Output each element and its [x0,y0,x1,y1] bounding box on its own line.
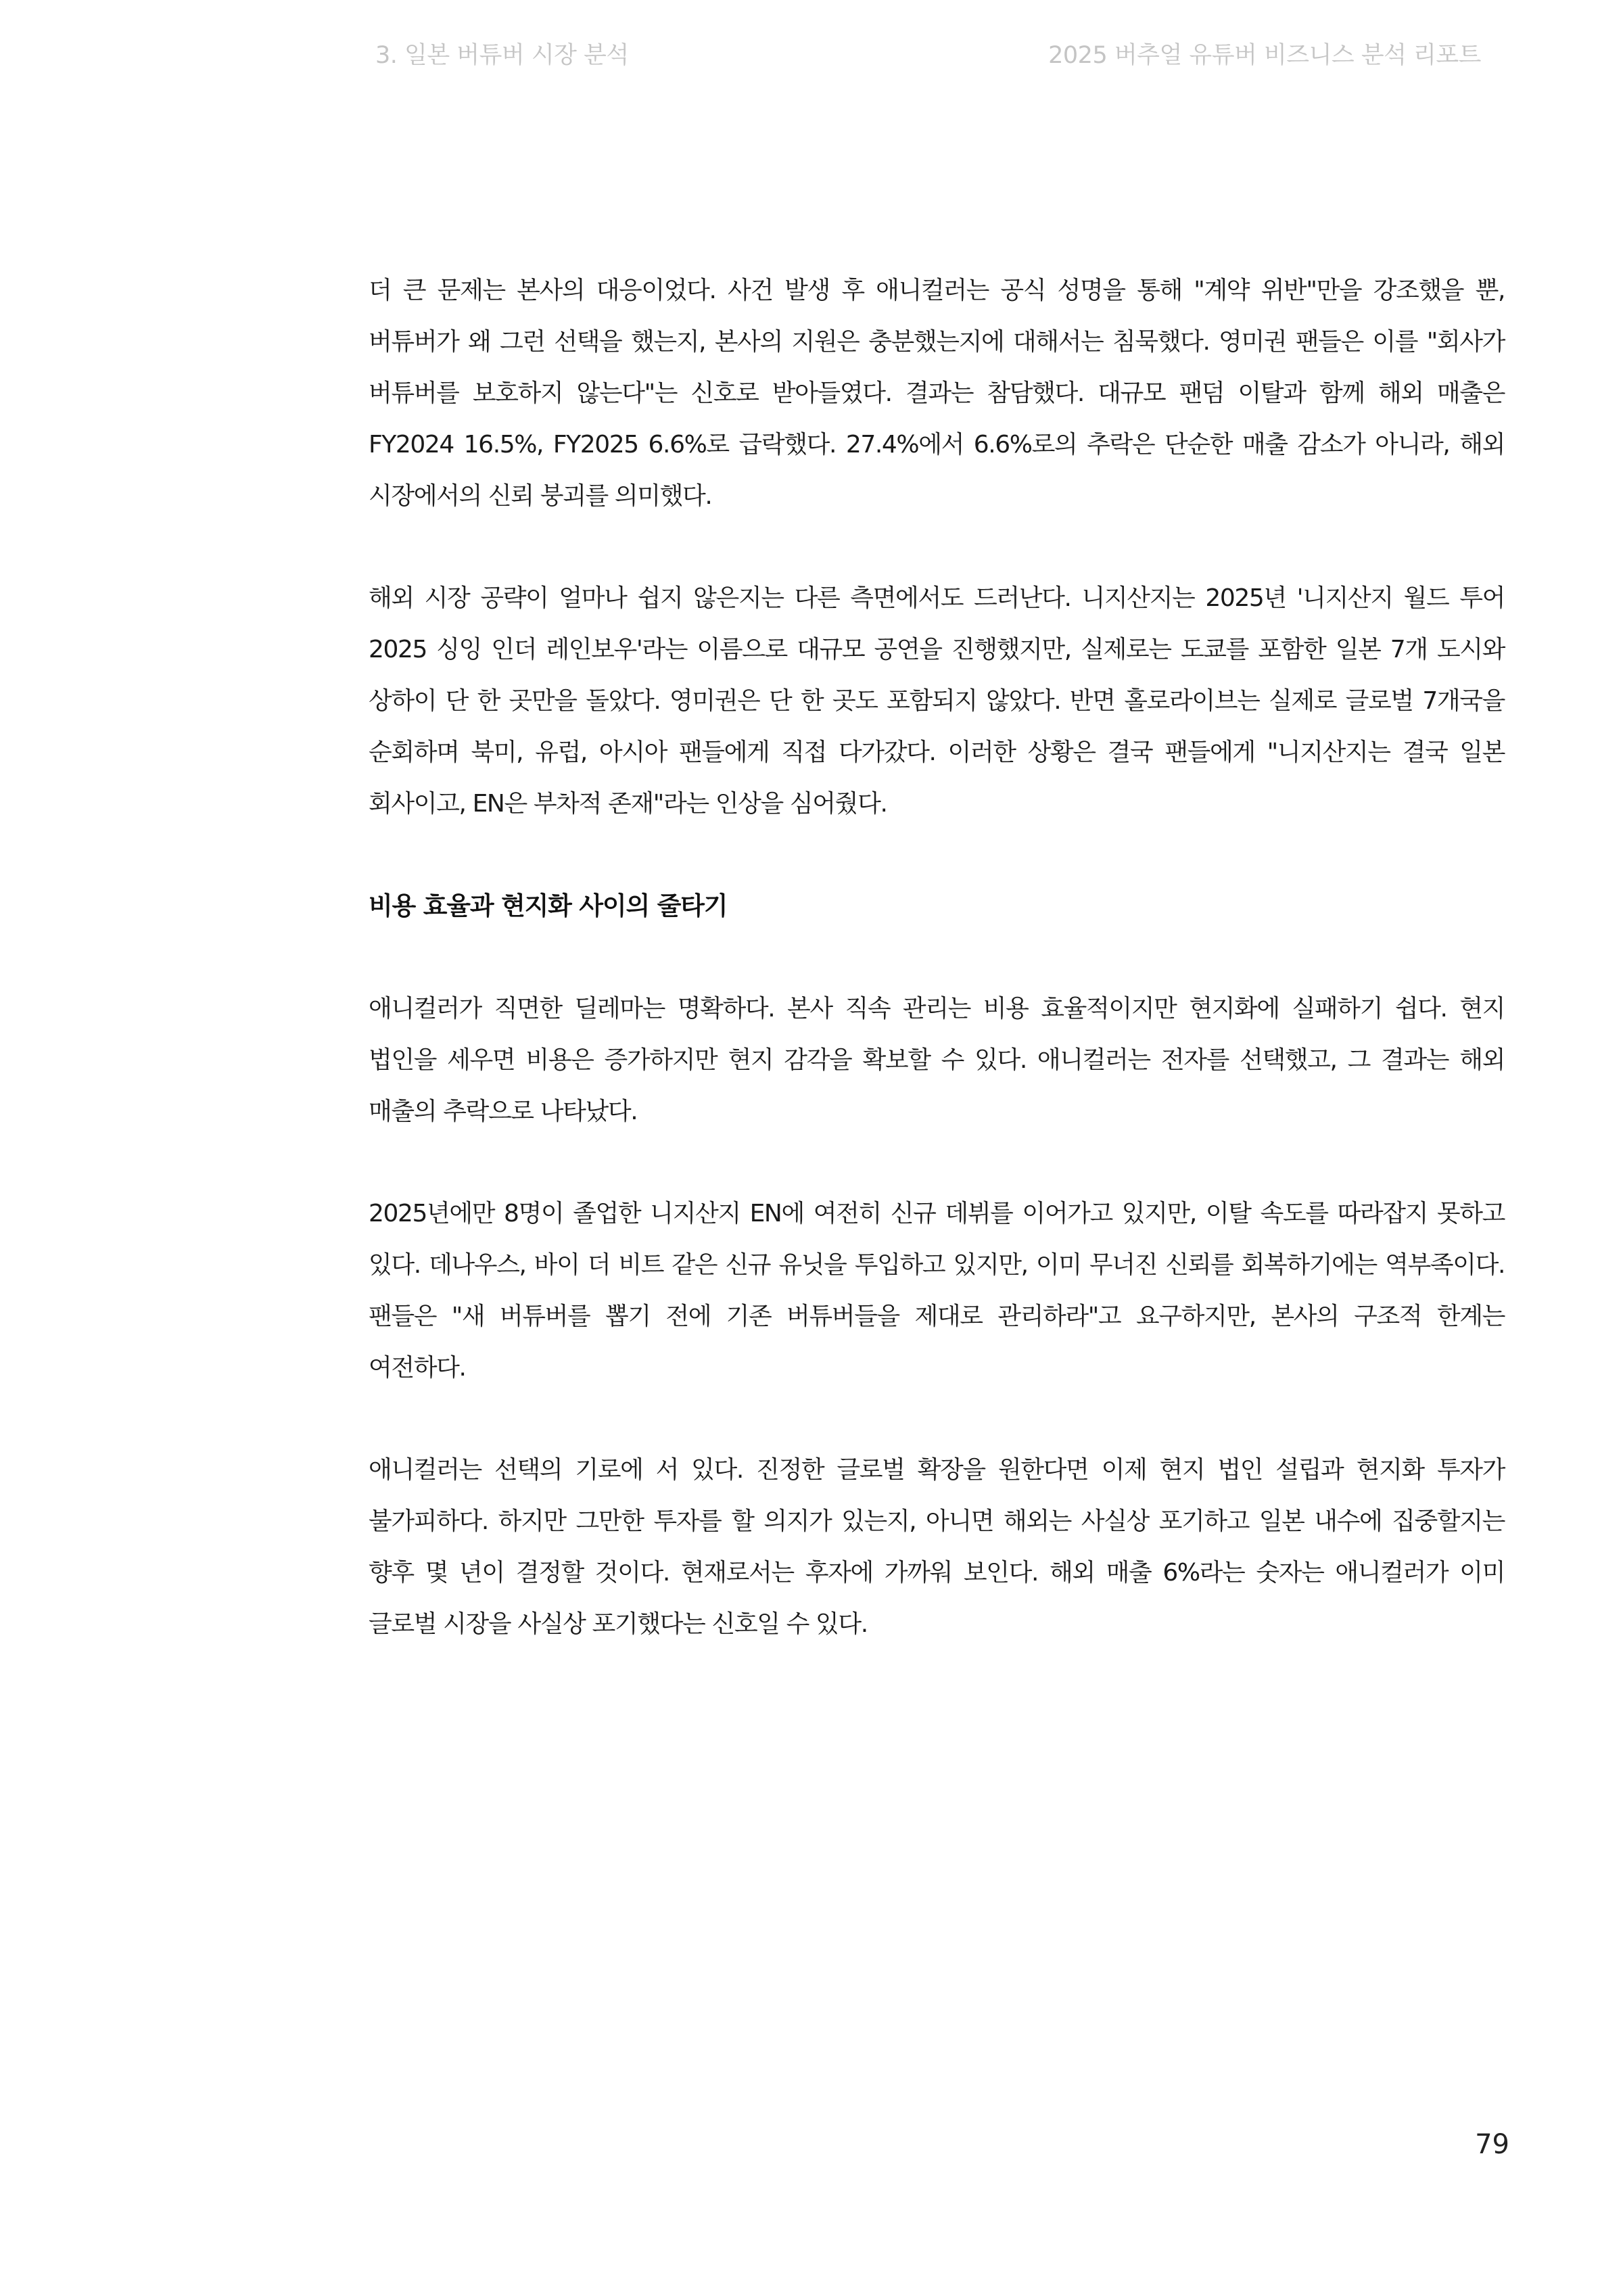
page-body [369,265,1505,1701]
body-paragraph: 2025년에만 8명이 졸업한 니지산지 EN에 여전히 신규 데뷔를 이어가고 있지만, 이탈 속도를 따라잡지 못하고 있다. 데나우스, 바이 더 비트 같은 신규 유닛을 투입하고 있지만, 이미 무너진 신뢰를 회복하기에는 역부족이다. 팬들은 "새 버튜버를 뽑기 전에 기존 버튜버들을 제대로 관리하라"고 요구하지만, 본사의 구조적 한계는 여전하다. [369,1200,1505,1382]
body-paragraph: 애니컬러가 직면한 딜레마는 명확하다. 본사 직속 관리는 비용 효율적이지만 현지화에 실패하기 쉽다. 현지 법인을 세우면 비용은 증가하지만 현지 감각을 확보할 수 있다. 애니컬러는 전자를 선택했고, 그 결과는 해외 매출의 추락으로 나타났다. [369,995,1505,1125]
body-paragraph: 해외 시장 공략이 얼마나 쉽지 않은지는 다른 측면에서도 드러난다. 니지산지는 2025년 '니지산지 월드 투어 2025 싱잉 인더 레인보우'라는 이름으로 대규모 공연을 진행했지만, 실제로는 도쿄를 포함한 일본 7개 도시와 상하이 단 한 곳만을 돌았다. 영미권은 단 한 곳도 포함되지 않았다. 반면 홀로라이브는 실제로 글로벌 7개국을 순회하며 북미, 유럽, 아시아 팬들에게 직접 다가갔다. 이러한 상황은 결국 팬들에게 "니지산지는 결국 일본 회사이고, EN은 부차적 존재"라는 인상을 심어줬다. [369,584,1505,818]
header-section-title: 3. 일본 버튜버 시장 분석 [375,42,629,69]
header-report-title: 2025 버추얼 유튜버 비즈니스 분석 리포트 [1048,42,1481,69]
body-paragraph: 애니컬러는 선택의 기로에 서 있다. 진정한 글로벌 확장을 원한다면 이제 현지 법인 설립과 현지화 투자가 불가피하다. 하지만 그만한 투자를 할 의지가 있는지, 아니면 해외는 사실상 포기하고 일본 내수에 집중할지는 향후 몇 년이 결정할 것이다. 현재로서는 후자에 가까워 보인다. 해외 매출 6%라는 숫자는 애니컬러가 이미 글로벌 시장을 사실상 포기했다는 신호일 수 있다. [369,1456,1505,1638]
page-number: 79 [1475,2129,1509,2160]
body-paragraph: 더 큰 문제는 본사의 대응이었다. 사건 발생 후 애니컬러는 공식 성명을 통해 "계약 위반"만을 강조했을 뿐, 버튜버가 왜 그런 선택을 했는지, 본사의 지원은 충분했는지에 대해서는 침묵했다. 영미권 팬들은 이를 "회사가 버튜버를 보호하지 않는다"는 신호로 받아들였다. 결과는 참담했다. 대규모 팬덤 이탈과 함께 해외 매출은 FY2024 16.5%, FY2025 6.6%로 급락했다. 27.4%에서 6.6%로의 추락은 단순한 매출 감소가 아니라, 해외 시장에서의 신뢰 붕괴를 의미했다. [369,277,1505,510]
section-subheading: 비용 효율과 현지화 사이의 줄타기 [369,891,728,920]
running-header [375,37,1481,70]
